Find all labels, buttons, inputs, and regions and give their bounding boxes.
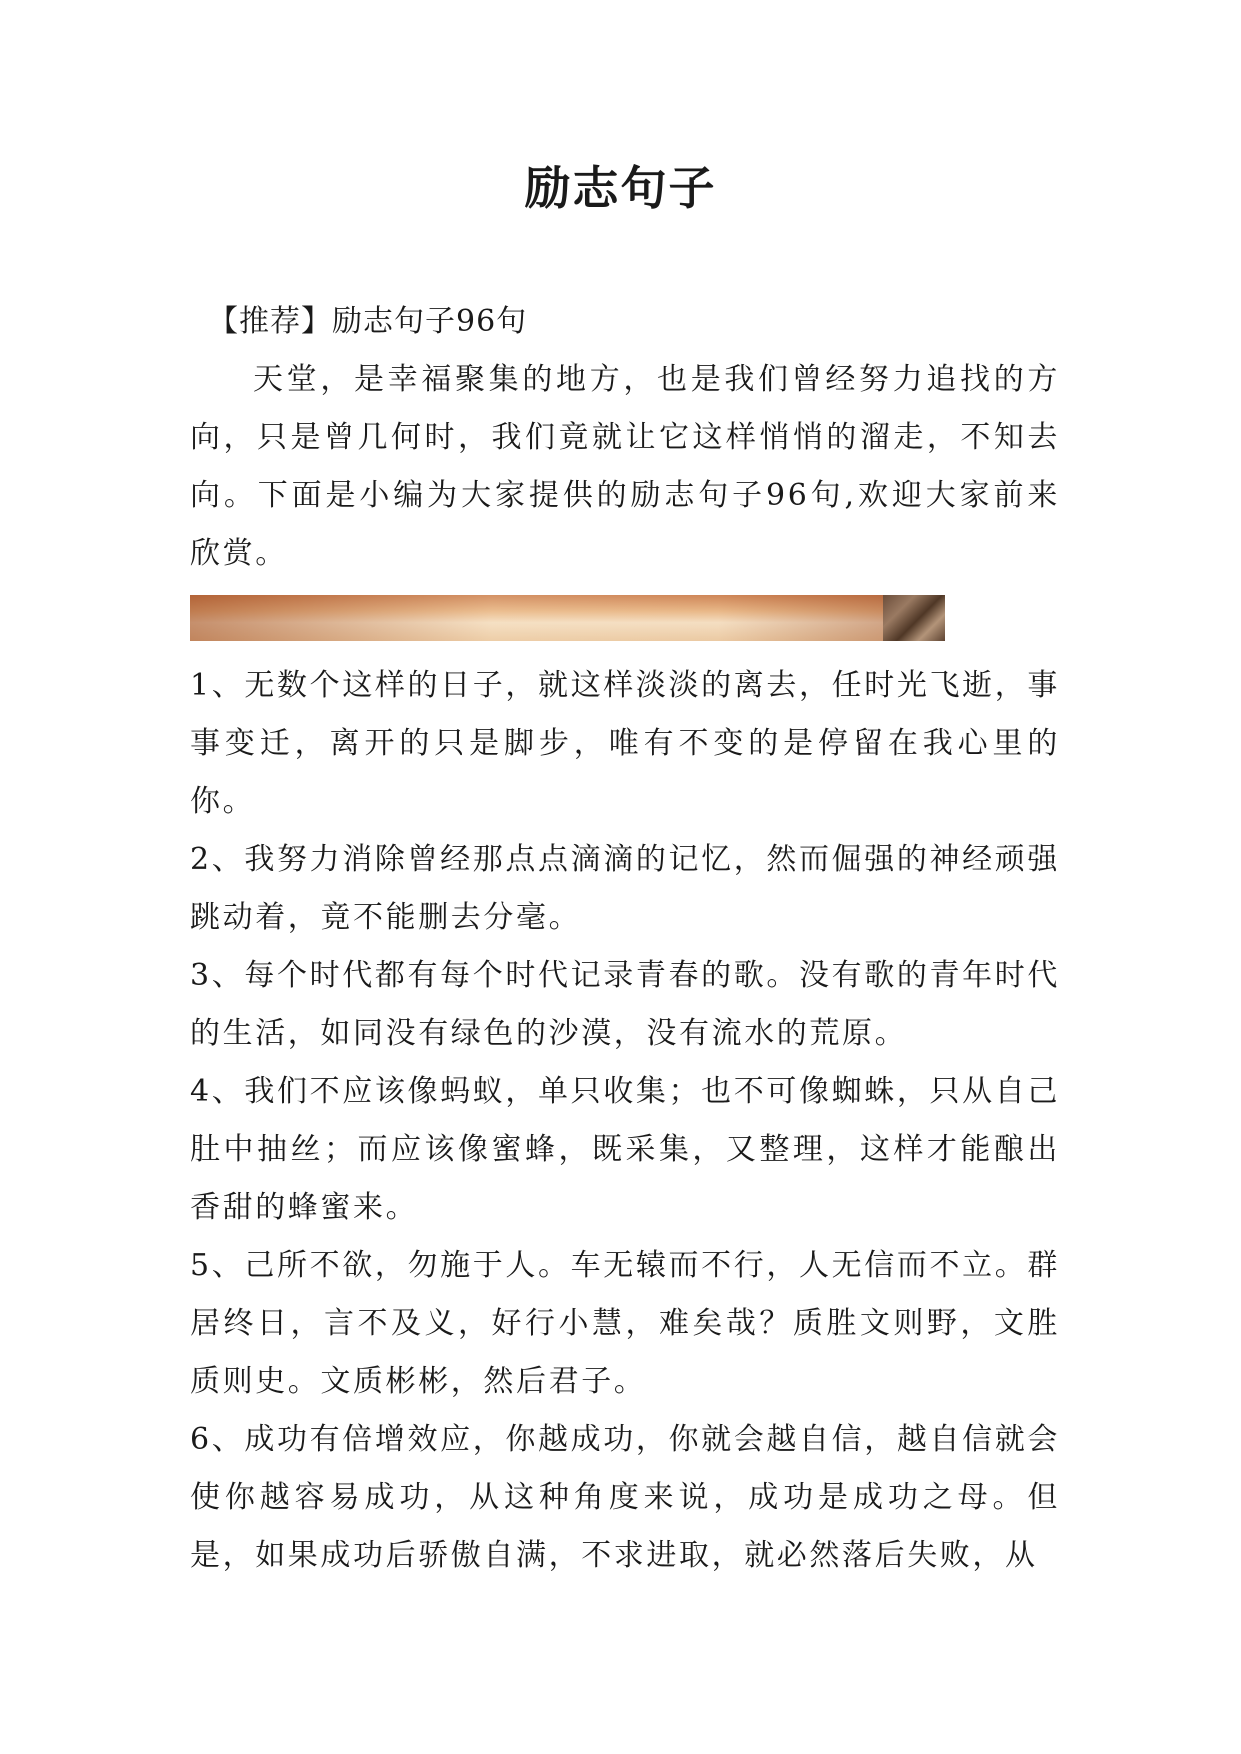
document-body: [190, 293, 1060, 1585]
banner-rock-texture: [883, 595, 945, 641]
quote-item: 5、己所不欲，勿施于人。车无辕而不行，人无信而不立。群居终日，言不及义，好行小慧，难矣哉？质胜文则野，文胜质则史。文质彬彬，然后君子。: [190, 1248, 1060, 1399]
decorative-banner-image: [190, 595, 945, 641]
document-title: 励志句子: [524, 161, 717, 215]
quote-list: [190, 657, 1060, 1585]
quote-item: 6、成功有倍增效应，你越成功，你就会越自信，越自信就会使你越容易成功，从这种角度来说，成功是成功之母。但是，如果成功后骄傲自满，不求进取，就必然落后失败，从: [190, 1422, 1060, 1573]
quote-item: 1、无数个这样的日子，就这样淡淡的离去，任时光飞逝，事事变迁，离开的只是脚步，唯有不变的是停留在我心里的你。: [190, 668, 1060, 819]
quote-item: 4、我们不应该像蚂蚁，单只收集；也不可像蜘蛛，只从自己肚中抽丝；而应该像蜜蜂，既采集，又整理，这样才能酿出香甜的蜂蜜来。: [190, 1074, 1060, 1225]
quote-item: 2、我努力消除曾经那点点滴滴的记忆，然而倔强的神经顽强跳动着，竟不能删去分毫。: [190, 842, 1060, 935]
intro-paragraph: 天堂，是幸福聚集的地方，也是我们曾经努力追找的方向，只是曾几何时，我们竟就让它这样悄悄的溜走，不知去向。下面是小编为大家提供的励志句子96句,欢迎大家前来欣赏。: [190, 362, 1060, 571]
document-subtitle: 【推荐】励志句子96句: [208, 304, 528, 339]
quote-item: 3、每个时代都有每个时代记录青春的歌。没有歌的青年时代的生活，如同没有绿色的沙漠，没有流水的荒原。: [190, 958, 1060, 1051]
